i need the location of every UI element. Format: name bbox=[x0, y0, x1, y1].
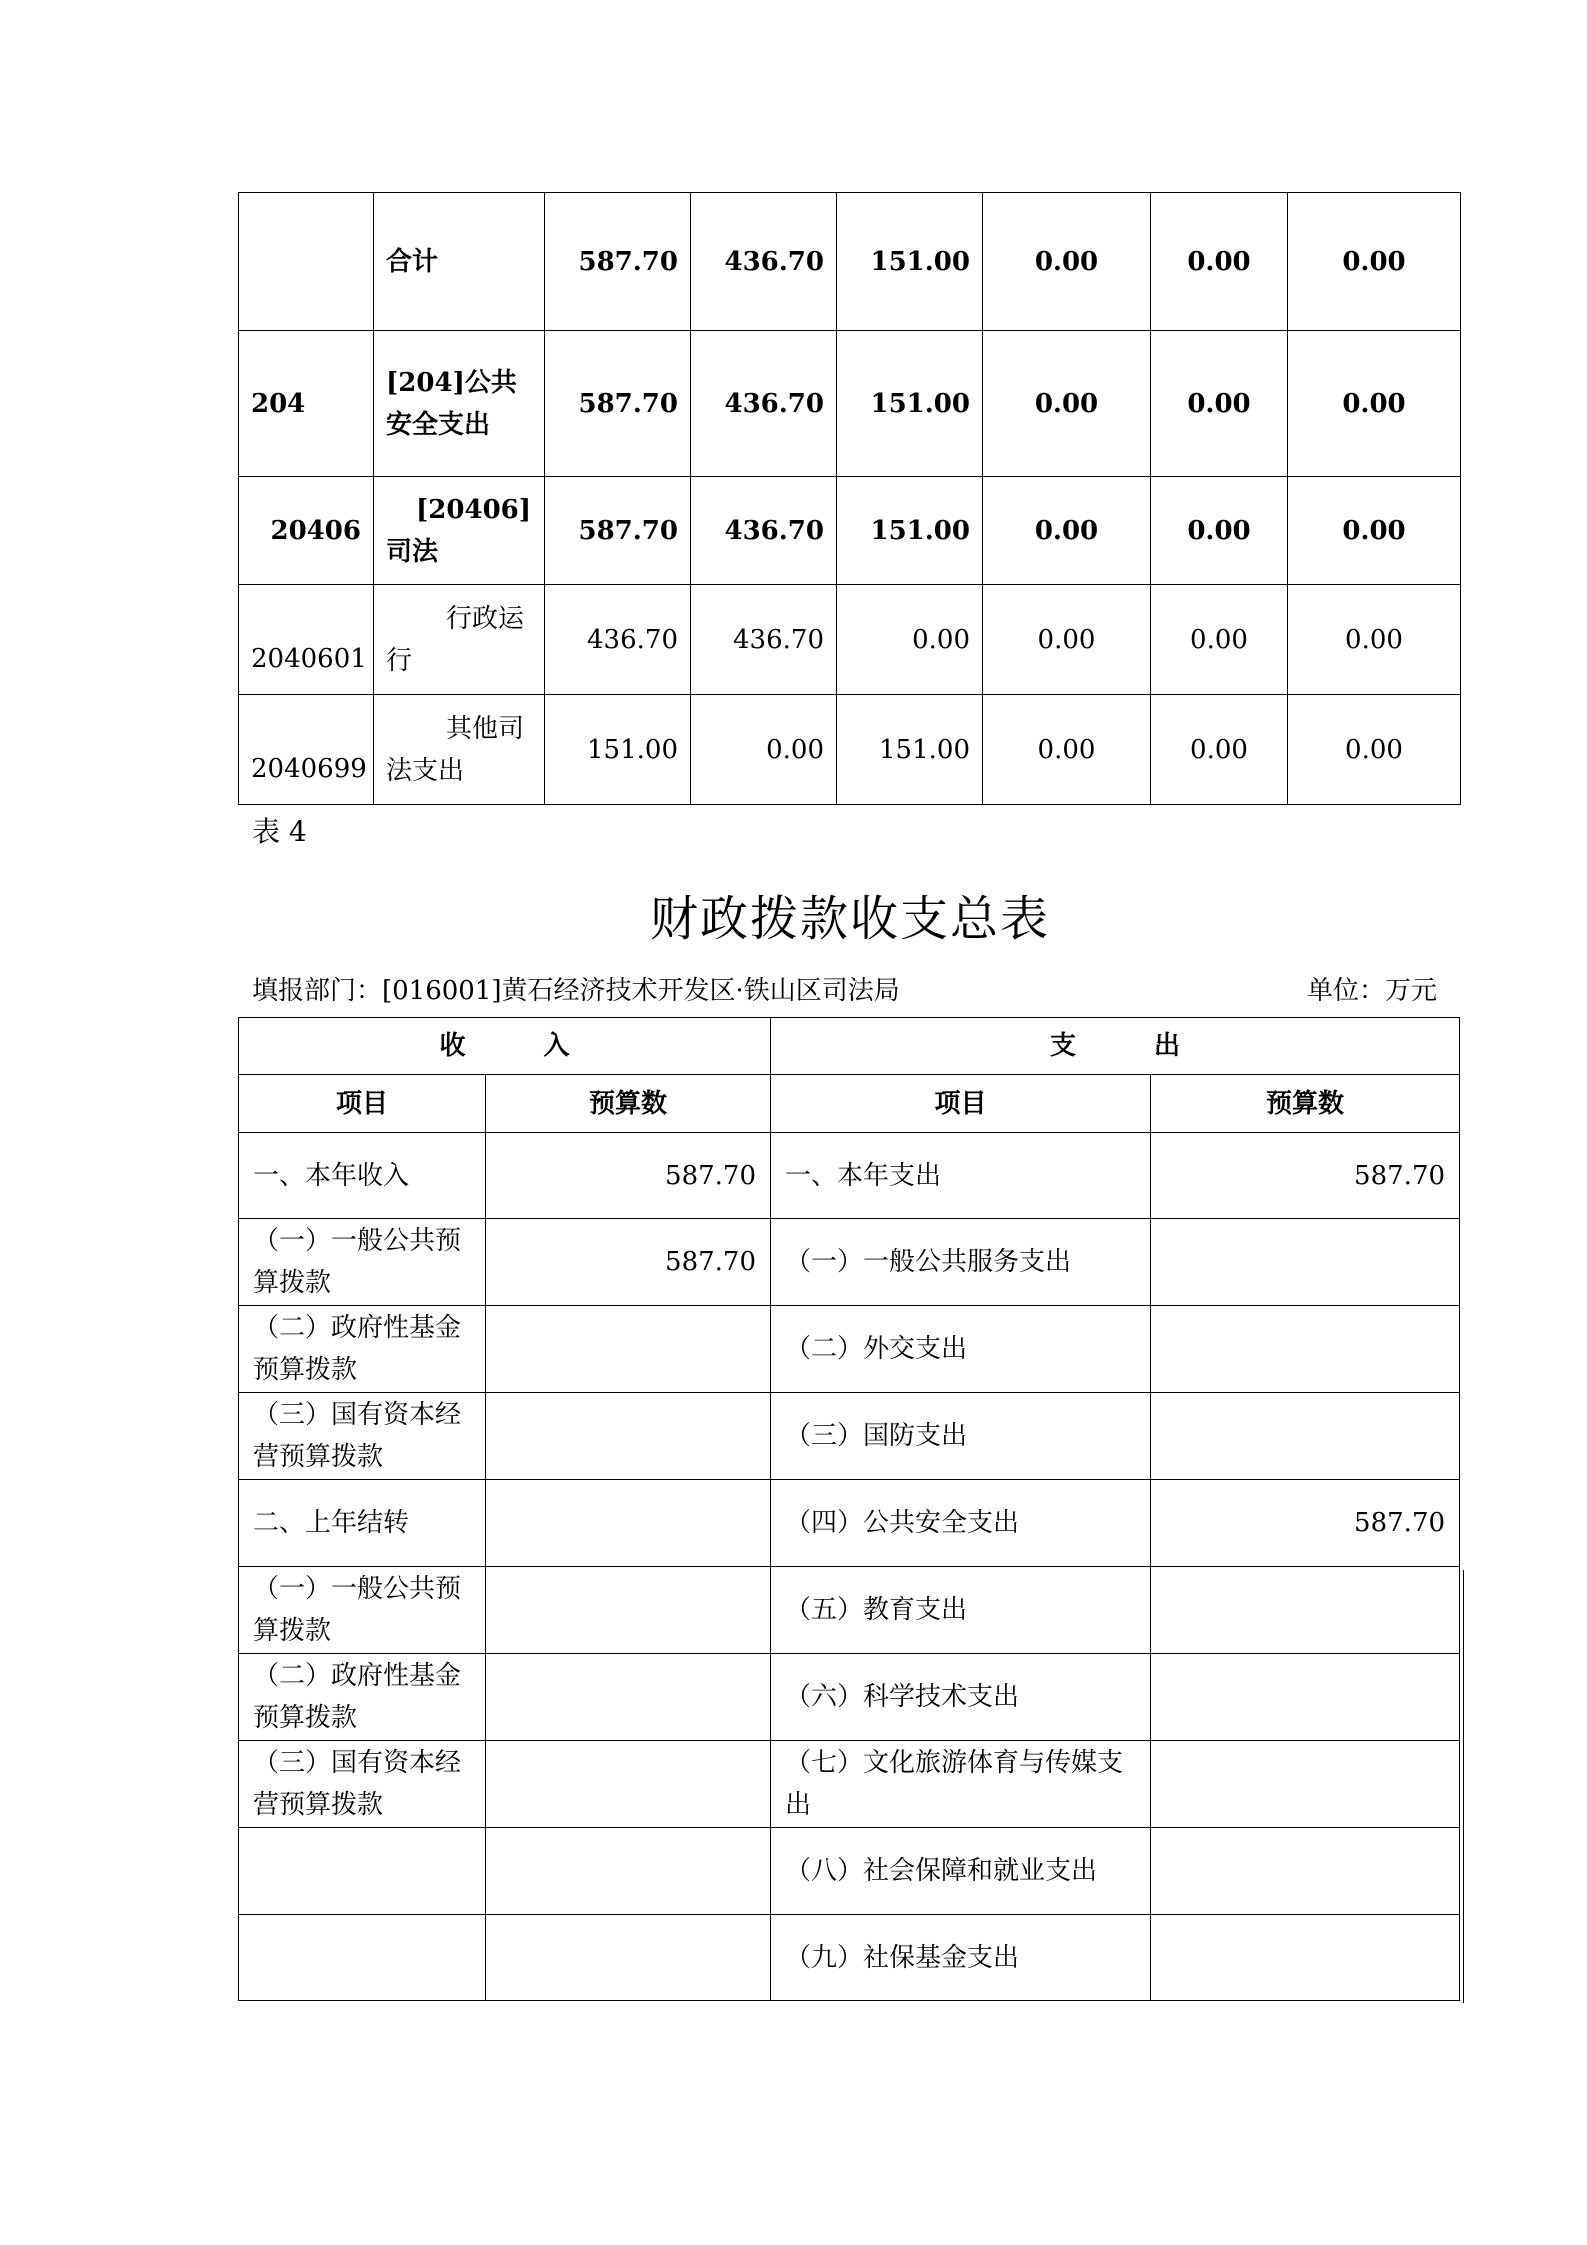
expense-item: （六）科学技术支出 bbox=[771, 1654, 1151, 1741]
income-value bbox=[486, 1741, 771, 1828]
income-header: 收 入 bbox=[239, 1018, 771, 1075]
income-item: （一）一般公共预算拨款 bbox=[239, 1219, 486, 1306]
income-item: （一）一般公共预算拨款 bbox=[239, 1567, 486, 1654]
column-header: 项目 bbox=[239, 1075, 486, 1133]
row-value: 0.00 bbox=[983, 193, 1151, 331]
expense-item: （四）公共安全支出 bbox=[771, 1480, 1151, 1567]
expense-item: （八）社会保障和就业支出 bbox=[771, 1828, 1151, 1915]
income-value: 587.70 bbox=[486, 1219, 771, 1306]
row-value: 436.70 bbox=[691, 331, 837, 477]
table-row bbox=[239, 1741, 1460, 1828]
row-value: 436.70 bbox=[691, 585, 837, 695]
row-value: 151.00 bbox=[837, 193, 983, 331]
row-code bbox=[239, 193, 374, 331]
page-title: 财政拨款收支总表 bbox=[649, 891, 1050, 947]
expense-item: （二）外交支出 bbox=[771, 1306, 1151, 1393]
expense-value bbox=[1151, 1828, 1460, 1915]
row-value: 0.00 bbox=[1151, 477, 1288, 585]
row-code: 2040699 bbox=[239, 695, 374, 805]
row-value: 151.00 bbox=[837, 331, 983, 477]
row-value: 0.00 bbox=[1151, 331, 1288, 477]
table-row bbox=[239, 1915, 1460, 2001]
income-value bbox=[486, 1915, 771, 2001]
expense-value bbox=[1151, 1219, 1460, 1306]
row-name: 其他司法支出 bbox=[374, 695, 545, 805]
expense-value: 587.70 bbox=[1151, 1133, 1460, 1219]
row-value: 436.70 bbox=[691, 193, 837, 331]
expense-item: （九）社保基金支出 bbox=[771, 1915, 1151, 2001]
row-value: 0.00 bbox=[1151, 585, 1288, 695]
row-value: 151.00 bbox=[837, 695, 983, 805]
income-item: （二）政府性基金预算拨款 bbox=[239, 1306, 486, 1393]
income-item bbox=[239, 1915, 486, 2001]
table-caption: 表 4 bbox=[252, 815, 307, 848]
row-value: 587.70 bbox=[545, 331, 691, 477]
table-row bbox=[239, 193, 1461, 331]
table-row bbox=[239, 1219, 1460, 1306]
table-row bbox=[239, 585, 1461, 695]
row-value: 151.00 bbox=[837, 477, 983, 585]
row-value: 0.00 bbox=[983, 585, 1151, 695]
table-row bbox=[239, 331, 1461, 477]
expense-item: （三）国防支出 bbox=[771, 1393, 1151, 1480]
row-value: 0.00 bbox=[691, 695, 837, 805]
row-name: [20406]司法 bbox=[374, 477, 545, 585]
unit-label: 单位：万元 bbox=[1306, 976, 1437, 1006]
row-value: 587.70 bbox=[545, 477, 691, 585]
row-value: 0.00 bbox=[1288, 585, 1461, 695]
table-row bbox=[239, 695, 1461, 805]
row-value: 0.00 bbox=[983, 477, 1151, 585]
expense-item: （五）教育支出 bbox=[771, 1567, 1151, 1654]
expense-item: （七）文化旅游体育与传媒支出 bbox=[771, 1741, 1151, 1828]
table-row bbox=[239, 477, 1461, 585]
table-row bbox=[239, 1567, 1460, 1654]
row-value: 0.00 bbox=[837, 585, 983, 695]
expense-item: （一）一般公共服务支出 bbox=[771, 1219, 1151, 1306]
row-value: 0.00 bbox=[983, 331, 1151, 477]
income-item: （三）国有资本经营预算拨款 bbox=[239, 1741, 486, 1828]
table-row bbox=[239, 1306, 1460, 1393]
income-value bbox=[486, 1393, 771, 1480]
row-code: 2040601 bbox=[239, 585, 374, 695]
row-name: 合计 bbox=[374, 193, 545, 331]
income-value bbox=[486, 1567, 771, 1654]
row-name: 行政运行 bbox=[374, 585, 545, 695]
table-row bbox=[239, 1828, 1460, 1915]
row-value: 0.00 bbox=[1288, 193, 1461, 331]
row-value: 0.00 bbox=[1288, 695, 1461, 805]
row-value: 0.00 bbox=[983, 695, 1151, 805]
row-value: 0.00 bbox=[1288, 477, 1461, 585]
income-item: 一、本年收入 bbox=[239, 1133, 486, 1219]
income-item: （二）政府性基金预算拨款 bbox=[239, 1654, 486, 1741]
income-value bbox=[486, 1480, 771, 1567]
income-item bbox=[239, 1828, 486, 1915]
table-row bbox=[239, 1480, 1460, 1567]
income-value bbox=[486, 1654, 771, 1741]
row-value: 0.00 bbox=[1151, 695, 1288, 805]
expense-value bbox=[1151, 1741, 1460, 1828]
expense-item: 一、本年支出 bbox=[771, 1133, 1151, 1219]
expense-value bbox=[1151, 1915, 1460, 2001]
row-value: 587.70 bbox=[545, 193, 691, 331]
expense-value bbox=[1151, 1567, 1460, 1654]
expense-value bbox=[1151, 1393, 1460, 1480]
column-header: 项目 bbox=[771, 1075, 1151, 1133]
table-row bbox=[239, 1654, 1460, 1741]
expense-value bbox=[1151, 1306, 1460, 1393]
row-value: 0.00 bbox=[1288, 331, 1461, 477]
table-row bbox=[239, 1133, 1460, 1219]
income-item: 二、上年结转 bbox=[239, 1480, 486, 1567]
row-code: 20406 bbox=[239, 477, 374, 585]
row-value: 436.70 bbox=[691, 477, 837, 585]
table-border-line bbox=[1463, 1570, 1464, 2003]
row-name: [204]公共安全支出 bbox=[374, 331, 545, 477]
row-value: 436.70 bbox=[545, 585, 691, 695]
column-header: 预算数 bbox=[1151, 1075, 1460, 1133]
fiscal-summary-table bbox=[238, 1017, 1460, 2001]
table-header-row bbox=[239, 1075, 1460, 1133]
expense-header: 支 出 bbox=[771, 1018, 1460, 1075]
expenditure-detail-table bbox=[238, 192, 1461, 805]
income-value: 587.70 bbox=[486, 1133, 771, 1219]
row-value: 151.00 bbox=[545, 695, 691, 805]
table-header-row bbox=[239, 1018, 1460, 1075]
department-label: 填报部门：[016001]黄石经济技术开发区·铁山区司法局 bbox=[252, 976, 900, 1006]
row-value: 0.00 bbox=[1151, 193, 1288, 331]
income-value bbox=[486, 1306, 771, 1393]
income-value bbox=[486, 1828, 771, 1915]
table-row bbox=[239, 1393, 1460, 1480]
column-header: 预算数 bbox=[486, 1075, 771, 1133]
expense-value bbox=[1151, 1654, 1460, 1741]
row-code: 204 bbox=[239, 331, 374, 477]
income-item: （三）国有资本经营预算拨款 bbox=[239, 1393, 486, 1480]
expense-value: 587.70 bbox=[1151, 1480, 1460, 1567]
